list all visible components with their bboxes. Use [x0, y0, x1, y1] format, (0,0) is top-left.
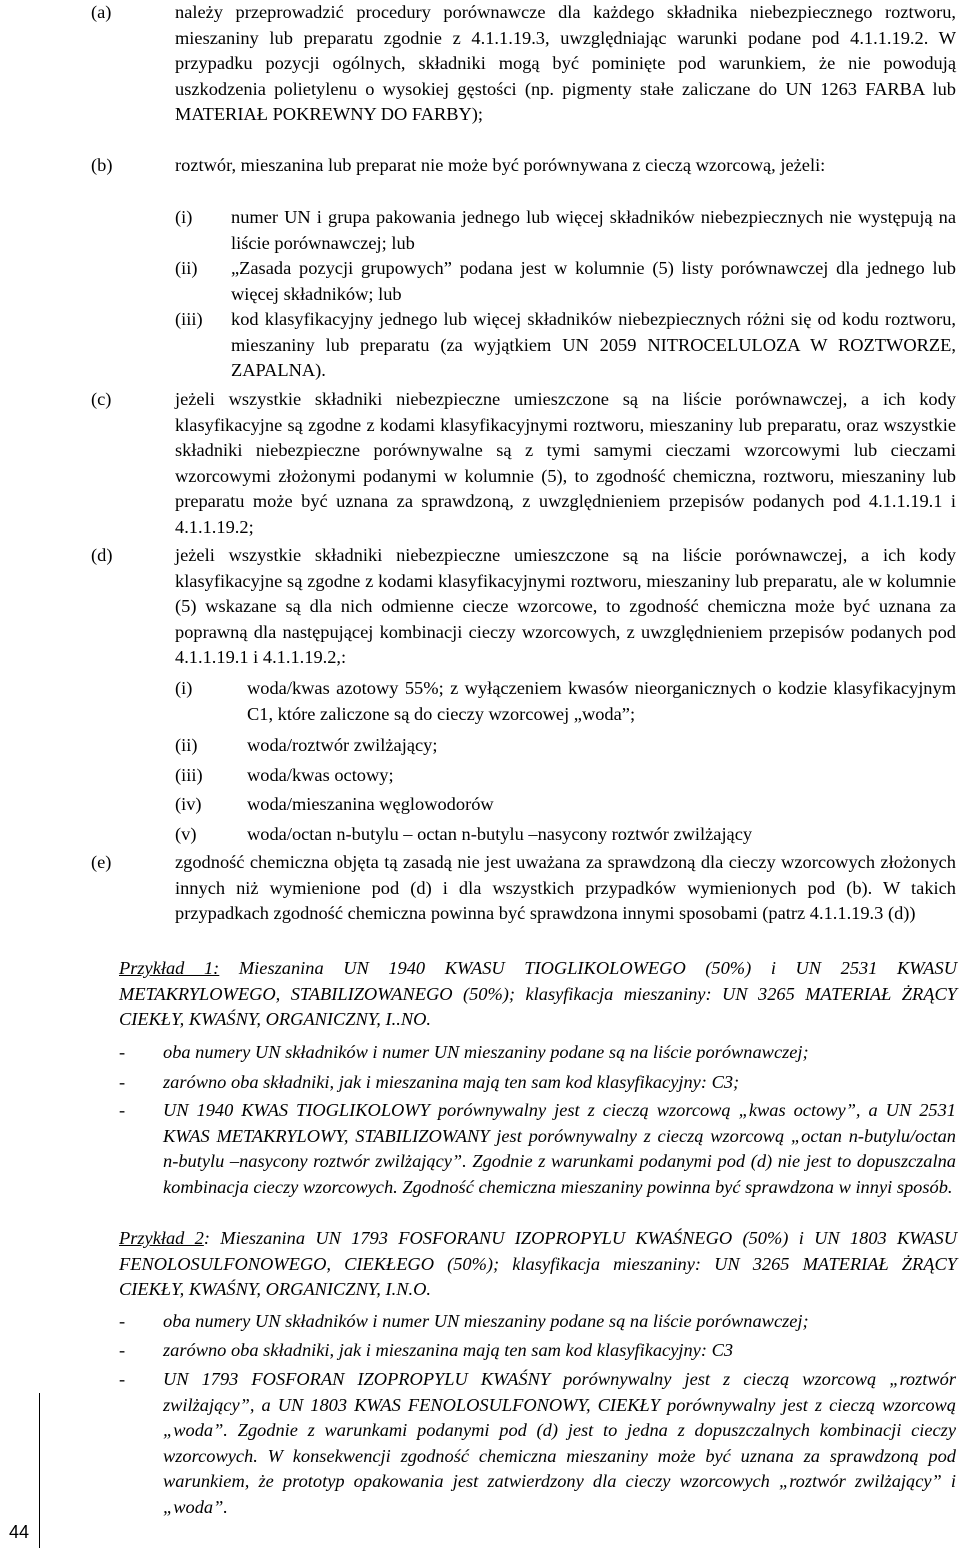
clause-text: zgodność chemiczna objęta tą zasadą nie jest uważana za sprawdzoną dla cieczy wzorcowych złożonych innych niż wymienione pod (d) i dla wszystkich przypadków wymienionych pod (b). W takich przypadkach zgodność chemiczna powinna być sprawdzona innymi sposobami (patrz 4.1.1.19.3 (d)): [175, 852, 956, 923]
clause-label: (e): [91, 852, 112, 872]
bullet-text: oba numery UN składników i numer UN mieszaniny podane są na liście porównawczej;: [163, 1311, 809, 1331]
bullet-dash: -: [119, 1340, 126, 1360]
bullet-dash: -: [119, 1072, 126, 1092]
sub-item-label: (iv): [175, 794, 202, 814]
bullet-dash: -: [119, 1100, 126, 1120]
sub-item-label: (iii): [175, 309, 203, 329]
bullet-text: zarówno oba składniki, jak i mieszanina mają ten sam kod klasyfikacyjny: C3: [163, 1340, 734, 1360]
sub-item-label: (ii): [175, 258, 198, 278]
sub-item-text: woda/mieszanina węglowodorów: [247, 794, 494, 814]
bullet-dash: -: [119, 1369, 126, 1389]
example-heading: Przykład 2: [119, 1228, 204, 1248]
bullet-text: UN 1793 FOSFORAN IZOPROPYLU KWAŚNY porównywalny jest z cieczą wzorcową „roztwór zwilżający”, a UN 1803 KWAS FENOLOSULFONOWY, CIEKŁY porównywalny jest z cieczą wzorcową „woda”. Zgodnie z warunkami podanymi pod (d) jest to jedna z dopuszczalnych kombinacji cieczy wzorcowych. W konsekwencji zgodność chemiczna mieszaniny może być uznana za sprawdzoną pod warunkiem, że prototyp opakowania jest zatwierdzony dla cieczy wzorcowych „roztwór zwilżający” i „woda”.: [163, 1369, 956, 1517]
sub-item-label: (i): [175, 207, 193, 227]
clause-text: jeżeli wszystkie składniki niebezpieczne umieszczone są na liście porównawczej, a ich kody klasyfikacyjne są zgodne z kodami klasyfikacyjnymi roztworu, mieszaniny lub preparatu, ale w kolumnie (5) wskazane są dla nich odmienne ciecze wzorcowe, to zgodność chemiczna może być uznana za poprawną dla następującej kombinacji cieczy wzorcowych, z uwzględnieniem przepisów podanych pod 4.1.1.19.1 i 4.1.1.19.2,:: [175, 545, 956, 667]
sub-item-text: woda/roztwór zwilżający;: [247, 735, 438, 755]
clause-text: roztwór, mieszanina lub preparat nie może być porównywana z cieczą wzorcową, jeżeli:: [175, 155, 826, 175]
example-heading: Przykład 1:: [119, 958, 220, 978]
clause-label: (c): [91, 389, 112, 409]
sub-item-text: woda/kwas octowy;: [247, 765, 394, 785]
clause-text: należy przeprowadzić procedury porównawcze dla każdego składnika niebezpiecznego roztworu, mieszaniny lub preparatu zgodnie z 4.1.1.19.3, uwzględniając warunki podane pod 4.1.1.19.2. W przypadku pozycji ogólnych, składniki mogą być pominięte pod warunkiem, że nie powodują uszkodzenia polietylenu o wysokiej gęstości (np. pigmenty stałe zaliczane do UN 1263 FARBA lub MATERIAŁ POKREWNY DO FARBY);: [175, 2, 956, 124]
clause-label: (b): [91, 155, 113, 175]
bullet-text: UN 1940 KWAS TIOGLIKOLOWY porównywalny jest z cieczą wzorcową „kwas octowy”, a UN 2531 KWAS METAKRYLOWY, STABILIZOWANY jest porównywalny z cieczą wzorcową „octan n-butylu/octan n-butylu –nasycony roztwór zwilżający”. Zgodnie z warunkami podanymi pod (d) nie jest to dopuszczalna kombinacja cieczy wzorcowych. Zgodność chemiczna mieszaniny powinna być sprawdzona w innyi sposób.: [163, 1100, 956, 1197]
sub-item-text: kod klasyfikacyjny jednego lub więcej składników niebezpiecznych różni się od kodu roztworu, mieszaniny lub preparatu (za wyjątkiem UN 2059 NITROCELULOZA W ROZTWORZE, ZAPALNA).: [231, 309, 956, 380]
bullet-text: oba numery UN składników i numer UN mieszaniny podane są na liście porównawczej;: [163, 1042, 809, 1062]
sub-item-text: „Zasada pozycji grupowych” podana jest w kolumnie (5) listy porównawczej dla jednego lub więcej składników; lub: [231, 258, 956, 304]
sub-item-text: woda/kwas azotowy 55%; z wyłączeniem kwasów nieorganicznych o kodzie klasyfikacyjnym C1, które zaliczone są do cieczy wzorcowej „woda”;: [247, 678, 956, 724]
sub-item-label: (i): [175, 678, 193, 698]
sub-item-label: (v): [175, 824, 197, 844]
sub-item-label: (ii): [175, 735, 198, 755]
clause-label: (a): [91, 2, 112, 22]
bullet-dash: -: [119, 1042, 126, 1062]
example-1: [119, 956, 957, 1033]
sub-item-label: (iii): [175, 765, 203, 785]
sub-item-text: numer UN i grupa pakowania jednego lub więcej składników niebezpiecznych nie występują na liście porównawczej; lub: [231, 207, 956, 253]
page-number: 44: [9, 1522, 30, 1542]
example-2: [119, 1226, 957, 1303]
bullet-dash: -: [119, 1311, 126, 1331]
sub-item-text: woda/octan n-butylu – octan n-butylu –nasycony roztwór zwilżający: [247, 824, 753, 844]
example-text: : Mieszanina UN 1793 FOSFORANU IZOPROPYLU KWAŚNEGO (50%) i UN 1803 KWASU FENOLOSULFONOWEGO, CIEKŁEGO (50%); klasyfikacja mieszaniny: UN 3265 MATERIAŁ ŻRĄCY CIEKŁY, KWAŚNY, ORGANICZNY, I.N.O.: [119, 1228, 957, 1299]
example-text: Mieszanina UN 1940 KWASU TIOGLIKOLOWEGO (50%) i UN 2531 KWASU METAKRYLOWEGO, STABILIZOWANEGO (50%); klasyfikacja mieszaniny: UN 3265 MATERIAŁ ŻRĄCY CIEKŁY, KWAŚNY, ORGANICZNY, I..NO.: [119, 958, 957, 1029]
clause-text: jeżeli wszystkie składniki niebezpieczne umieszczone są na liście porównawczej, a ich kody klasyfikacyjne są zgodne z kodami klasyfikacyjnymi roztworu, mieszaniny lub preparatu, oraz wszystkie składniki niebezpieczne porównywalne są z tymi samymi cieczami wzorcowymi lub cieczami wzorcowymi złożonymi podanymi w kolumnie (5), to zgodność chemiczna, roztworu, mieszaniny lub preparatu może być uznana za sprawdzoną, z uwzględnieniem przepisów podanych pod 4.1.1.19.1 i 4.1.1.19.2;: [175, 389, 956, 537]
clause-label: (d): [91, 545, 113, 565]
bullet-text: zarówno oba składniki, jak i mieszanina mają ten sam kod klasyfikacyjny: C3;: [163, 1072, 740, 1092]
margin-rule: [39, 1393, 40, 1548]
